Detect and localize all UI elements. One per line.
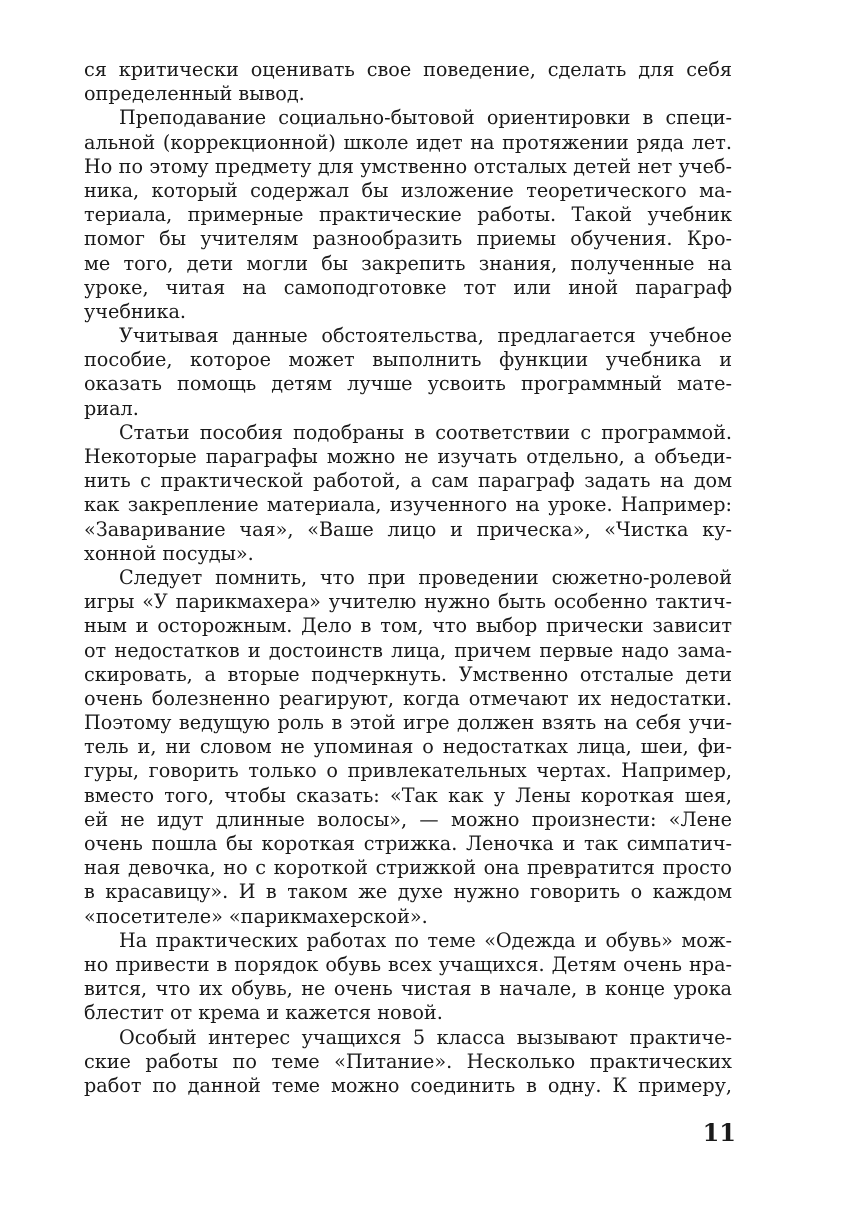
text-line: Учитывая данные обстоятельства, предлагается учебное bbox=[119, 324, 732, 348]
text-line: Но по этому предмету для умственно отсталых детей нет учеб- bbox=[84, 154, 732, 178]
page-number: 11 bbox=[702, 1118, 736, 1147]
text-line: очень болезненно реагируют, когда отмечают их недостатки. bbox=[84, 686, 732, 710]
text-line: игры «У парикмахера» учителю нужно быть особенно тактич- bbox=[84, 590, 732, 614]
text-line: работ по данной теме можно соединить в одну. К примеру, bbox=[84, 1073, 732, 1097]
text-line: Следует помнить, что при проведении сюжетно-ролевой bbox=[119, 565, 732, 589]
text-line: в красавицу». И в таком же духе нужно говорить о каждом bbox=[84, 880, 732, 904]
paragraph bbox=[84, 106, 732, 324]
text-line: Некоторые параграфы можно не изучать отдельно, а объеди- bbox=[84, 445, 732, 468]
text-line: хонной посуды». bbox=[84, 541, 254, 565]
text-line: от недостатков и достоинств лица, причем первые надо зама- bbox=[84, 638, 732, 662]
text-line: уроке, читая на самоподготовке тот или иной параграф bbox=[84, 275, 732, 299]
text-line: ские работы по теме «Питание». Несколько практических bbox=[84, 1049, 732, 1073]
text-line: скировать, а вторые подчеркнуть. Умственно отсталые дети bbox=[84, 662, 732, 686]
text-line: пособие, которое может выполнить функции учебника и bbox=[84, 348, 732, 372]
text-line: нить с практической работой, а сам параграф задать на дом bbox=[84, 469, 732, 493]
text-line: На практических работах по теме «Одежда и обувь» мож- bbox=[119, 928, 732, 952]
text-line: Поэтому ведущую роль в этой игре должен взять на себя учи- bbox=[84, 711, 732, 735]
text-line: ная девочка, но с короткой стрижкой она превратится просто bbox=[84, 856, 732, 880]
text-line: блестит от крема и кажется новой. bbox=[84, 1001, 443, 1025]
text-line: ника, который содержал бы изложение теоретического ма- bbox=[84, 178, 732, 202]
paragraph bbox=[84, 929, 732, 1026]
text-line: оказать помощь детям лучше усвоить программный мате- bbox=[84, 372, 732, 396]
text-line: Преподавание социально-бытовой ориентировки в специ- bbox=[119, 106, 732, 130]
text-line: помог бы учителям разнообразить приемы обучения. Кро- bbox=[84, 227, 732, 251]
text-line: ся критически оценивать свое поведение, сделать для себя bbox=[84, 58, 732, 81]
paragraph bbox=[84, 566, 732, 929]
body-text bbox=[84, 58, 732, 1098]
paragraph bbox=[84, 421, 732, 566]
text-line: Особый интерес учащихся 5 класса вызывают практиче- bbox=[119, 1025, 732, 1049]
text-line: ме того, дети могли бы закрепить знания, полученные на bbox=[84, 251, 732, 275]
text-line: гуры, говорить только о привлекательных чертах. Например, bbox=[84, 759, 732, 783]
paragraph bbox=[84, 58, 732, 106]
text-line: тель и, ни словом не упоминая о недостатках лица, шеи, фи- bbox=[84, 735, 732, 759]
text-line: «посетителе» «парикмахерской». bbox=[84, 904, 428, 928]
text-line: но привести в порядок обувь всех учащихся. Детям очень нра- bbox=[84, 952, 732, 976]
text-line: вместо того, чтобы сказать: «Так как у Лены короткая шея, bbox=[84, 783, 732, 807]
text-line: очень пошла бы короткая стрижка. Леночка и так симпатич- bbox=[84, 832, 732, 855]
text-line: риал. bbox=[84, 396, 139, 420]
text-line: «Заваривание чая», «Ваше лицо и прическа», «Чистка ку- bbox=[84, 517, 732, 541]
text-line: ей не идут длинные волосы», — можно произнести: «Лене bbox=[84, 807, 732, 831]
text-line: определенный вывод. bbox=[84, 82, 305, 106]
paragraph bbox=[84, 324, 732, 421]
text-line: ным и осторожным. Дело в том, что выбор прически зависит bbox=[84, 614, 732, 638]
text-line: как закрепление материала, изученного на уроке. Например: bbox=[84, 493, 732, 517]
text-line: Статьи пособия подобраны в соответствии с программой. bbox=[119, 420, 732, 444]
text-line: териала, примерные практические работы. Такой учебник bbox=[84, 203, 732, 227]
text-line: учебника. bbox=[84, 299, 186, 323]
text-line: альной (коррекционной) школе идет на протяжении ряда лет. bbox=[84, 130, 732, 154]
paragraph bbox=[84, 1026, 732, 1099]
text-line: вится, что их обувь, не очень чистая в начале, в конце урока bbox=[84, 977, 732, 1001]
